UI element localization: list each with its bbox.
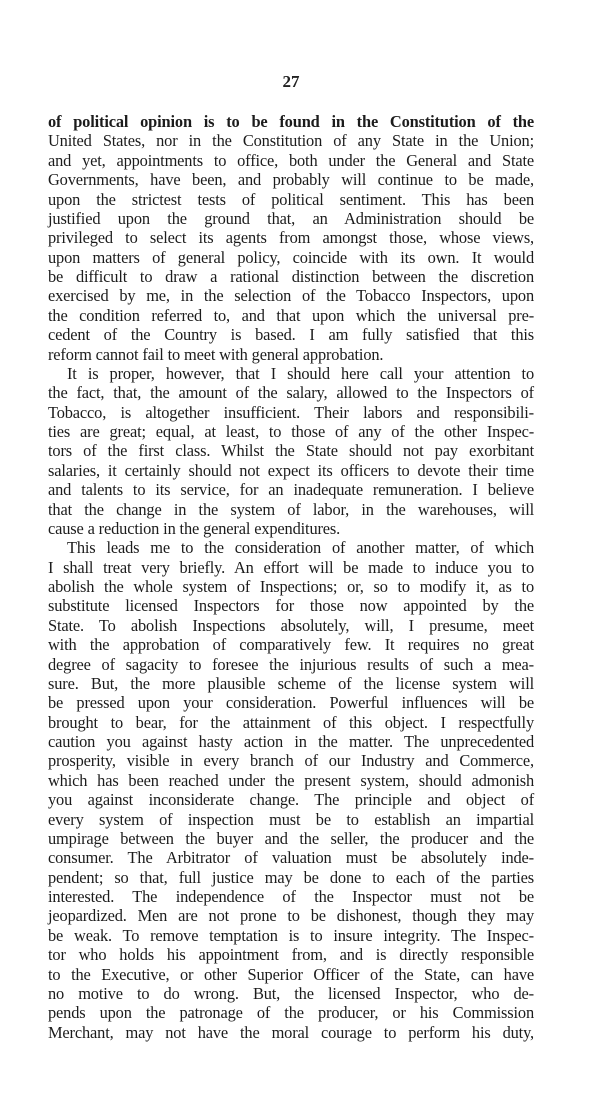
text-line: Tobacco, is altogether insufficient. Their labors and responsibili- bbox=[48, 402, 534, 422]
text-line: you against inconsiderate change. The principle and object of bbox=[48, 790, 534, 810]
text-line: justified upon the ground that, an Administration should be bbox=[48, 208, 534, 228]
text-line: with the approbation of comparatively few. It requires no great bbox=[48, 635, 534, 655]
text-line: cause a reduction in the general expenditures. bbox=[48, 518, 341, 538]
text-line: I shall treat very briefly. An effort will be made to induce you to bbox=[48, 557, 534, 577]
text-line: substitute licensed Inspectors for those now appointed by the bbox=[48, 596, 534, 616]
text-line: that the change in the system of labor, in the warehouses, will bbox=[48, 499, 534, 519]
text-line: to the Executive, or other Superior Officer of the State, can have bbox=[48, 964, 534, 984]
text-line: sure. But, the more plausible scheme of the license system will bbox=[48, 673, 534, 693]
text-line: exercised by me, in the selection of the Tobacco Inspectors, upon bbox=[48, 286, 534, 306]
text-line: Merchant, may not have the moral courage to perform his duty, bbox=[48, 1022, 534, 1042]
text-line: prosperity, visible in every branch of our Industry and Commerce, bbox=[48, 751, 534, 771]
page-number: 27 bbox=[282, 72, 300, 91]
text-line: degree of sagacity to foresee the injurious results of such a mea- bbox=[48, 654, 534, 674]
text-line: cedent of the Country is based. I am fully satisfied that this bbox=[48, 325, 534, 345]
text-line: umpirage between the buyer and the seller, the producer and the bbox=[48, 828, 534, 848]
paragraph-3 bbox=[48, 538, 534, 1042]
text-line: This leads me to the consideration of another matter, of which bbox=[67, 538, 534, 558]
text-line: pendent; so that, full justice may be done to each of the parties bbox=[48, 867, 534, 887]
text-line: tor who holds his appointment from, and is directly responsible bbox=[48, 945, 534, 965]
text-line: reform cannot fail to meet with general approbation. bbox=[48, 344, 384, 364]
text-line: the fact, that, the amount of the salary, allowed to the Inspectors of bbox=[48, 383, 534, 403]
text-line: of political opinion is to be found in the Constitution of the bbox=[48, 112, 534, 131]
text-line: tors of the first class. Whilst the State should not pay exorbitant bbox=[48, 441, 534, 461]
text-line: privileged to select its agents from amongst those, whose views, bbox=[48, 228, 534, 248]
text-line: the condition referred to, and that upon which the universal pre- bbox=[48, 305, 534, 325]
text-line: upon the strictest tests of political sentiment. This has been bbox=[48, 189, 534, 209]
text-line: pends upon the patronage of the producer, or his Commission bbox=[48, 1003, 534, 1023]
text-line: consumer. The Arbitrator of valuation must be absolutely inde- bbox=[48, 848, 534, 868]
text-line: caution you against hasty action in the matter. The unprecedented bbox=[48, 732, 534, 751]
text-line: abolish the whole system of Inspections; or, so to modify it, as to bbox=[48, 577, 534, 596]
text-line: and talents to its service, for an inadequate remuneration. I believe bbox=[48, 480, 534, 500]
text-line: be pressed upon your consideration. Powerful influences will be bbox=[48, 693, 534, 713]
text-line: Governments, have been, and probably will continue to be made, bbox=[48, 170, 534, 190]
text-line: and yet, appointments to office, both under the General and State bbox=[48, 150, 534, 170]
paragraph-2 bbox=[48, 364, 534, 538]
text-line: upon matters of general policy, coincide with its own. It would bbox=[48, 247, 534, 267]
text-line: which has been reached under the present system, should admonish bbox=[48, 770, 534, 790]
text-line: no motive to do wrong. But, the licensed Inspector, who de- bbox=[48, 983, 534, 1003]
text-line: every system of inspection must be to establish an impartial bbox=[48, 809, 534, 829]
text-line: jeopardized. Men are not prone to be dishonest, though they may bbox=[48, 906, 534, 926]
text-line: be weak. To remove temptation is to insure integrity. The Inspec- bbox=[48, 925, 534, 945]
paragraph-1 bbox=[48, 112, 534, 364]
text-line: be difficult to draw a rational distinction between the discretion bbox=[48, 267, 534, 286]
text-line: It is proper, however, that I should here call your attention to bbox=[67, 363, 534, 383]
text-line: brought to bear, for the attainment of this object. I respectfully bbox=[48, 712, 534, 732]
text-line: ties are great; equal, at least, to those of any of the other Inspec- bbox=[48, 422, 534, 441]
text-line: interested. The independence of the Inspector must not be bbox=[48, 887, 534, 906]
text-line: salaries, it certainly should not expect its officers to devote their time bbox=[48, 460, 534, 480]
text-line: United States, nor in the Constitution of any State in the Union; bbox=[48, 131, 534, 151]
text-line: State. To abolish Inspections absolutely, will, I presume, meet bbox=[48, 615, 534, 635]
body-text bbox=[48, 112, 534, 1042]
